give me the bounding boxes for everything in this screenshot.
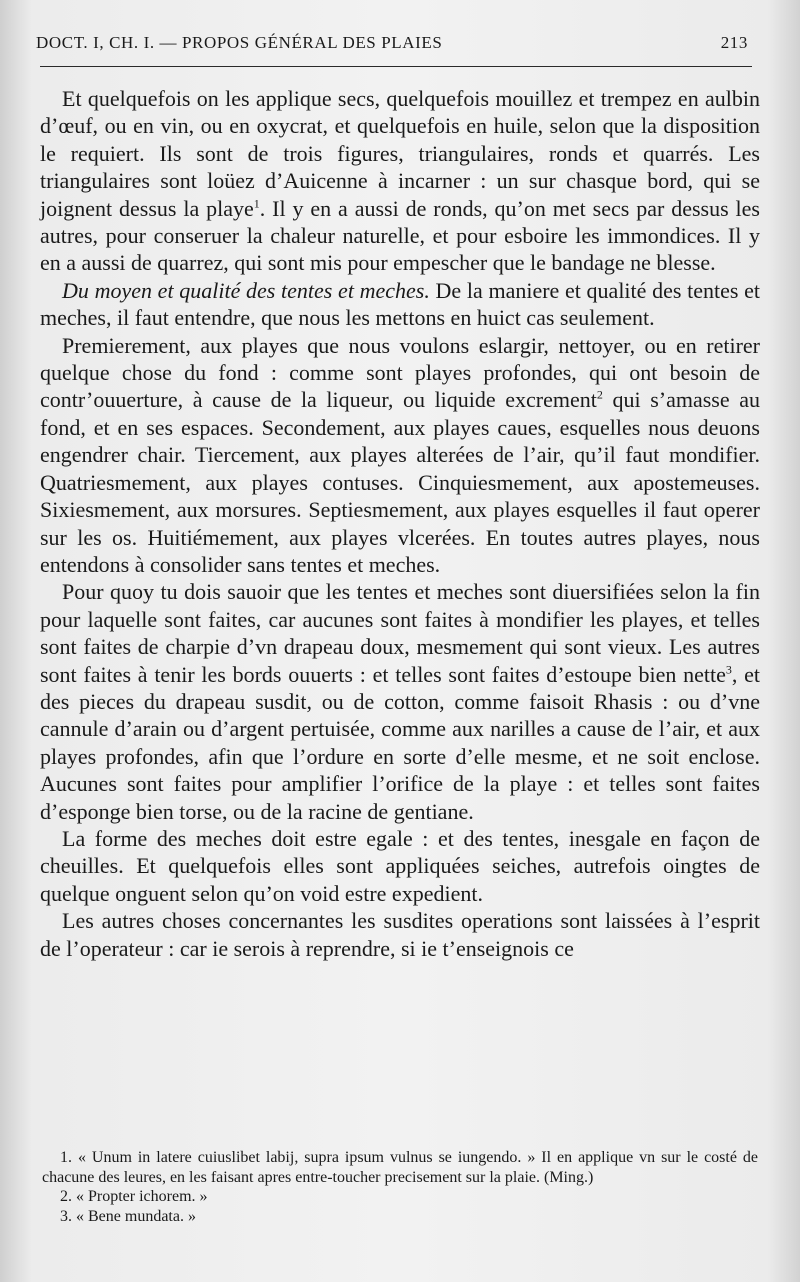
paragraph: La forme des meches doit estre egale : et des tentes, inesgale en façon de cheuilles. Et quelquefois elles sont appliquées seiches, autrefois oingtes de quelque onguent selon qu’on void estre expedient. bbox=[40, 825, 760, 906]
page-header bbox=[36, 33, 748, 61]
paragraph bbox=[40, 578, 760, 825]
page-number: 213 bbox=[720, 33, 748, 52]
footnote-marker: 3 bbox=[725, 662, 732, 677]
footnotes bbox=[42, 1148, 758, 1226]
paragraph-text: , et des pieces du drapeau susdit, ou de cotton, comme faisoit Rhasis : ou d’vne cannule d’arain ou d’argent pertuisée, comme aux narilles a cause de l’air, et aux playes profondes, afin que l’ordure en sorte d’elle mesme, et ne soit enclose. Aucunes sont faites pour amplifier l’orifice de la playe : et telles sont faites d’esponge bien torse, ou de la racine de gentiane. bbox=[40, 661, 760, 824]
header-rule bbox=[40, 66, 752, 67]
footnote: 1. « Unum in latere cuiuslibet labij, supra ipsum vulnus se iungendo. » Il en applique vn sur le costé de chacune des leures, en les faisant apres entre-toucher precisement sur la plaie. (Ming.) bbox=[42, 1149, 758, 1186]
section-heading: Du moyen et qualité des tentes et meches. bbox=[62, 277, 430, 303]
paragraph bbox=[40, 85, 760, 277]
paragraph bbox=[40, 332, 760, 579]
footnote: 3. « Bene mundata. » bbox=[60, 1207, 196, 1225]
main-text bbox=[40, 85, 760, 962]
running-title: DOCT. I, CH. I. — PROPOS GÉNÉRAL DES PLAIES bbox=[36, 33, 443, 52]
paragraph-text: De la maniere et qualité des tentes et meches, il faut entendre, que nous les mettons en huict cas seulement. bbox=[40, 277, 760, 331]
footnote-marker: 2 bbox=[596, 388, 603, 403]
paragraph-text: Et quelquefois on les applique secs, quelquefois mouillez et trempez en aulbin d’œuf, ou en vin, ou en oxycrat, et quelquefois en huile, selon que la disposition le requiert. Ils sont de trois figures, triangulaires, ronds et quarrés. Les triangulaires sont loüez d’Auicenne à incarner : un sur chasque bord, qui se joignent dessus la playe bbox=[40, 86, 760, 221]
paragraph: Les autres choses concernantes les susdites operations sont laissées à l’esprit de l’operateur : car ie serois à reprendre, si ie t’enseignois ce bbox=[40, 908, 760, 961]
paragraph-text: . Il y en a aussi de ronds, qu’on met secs par dessus les autres, pour conseruer la chaleur naturelle, et pour esboire les immondices. Il y en a aussi de quarrez, qui sont mis pour empescher que le bandage ne blesse. bbox=[40, 195, 760, 276]
paragraph-text: qui s’amasse au fond, et en ses espaces. Secondement, aux playes caues, esquelles nous deuons engendrer chair. Tiercement, aux playes alterées de l’air, qu’il faut mondifier. Quatriesmement, aux playes contuses. Cinquiesmement, aux apostemeuses. Sixiesmement, aux morsures. Septiesmement, aux playes esquelles il faut operer sur les os. Huitiémement, aux playes vlcerées. En toutes autres playes, nous entendons à consolider sans tentes et meches. bbox=[40, 387, 760, 577]
paragraph-text: Pour quoy tu dois sauoir que les tentes et meches sont diuersifiées selon la fin pour laquelle sont faites, car aucunes sont faites à mondifier les playes, et telles sont faites de charpie d’vn drapeau doux, mesmement qui sont vieux. Les autres sont faites à tenir les bords ouuerts : et telles sont faites d’estoupe bien nette bbox=[40, 579, 760, 687]
footnote: 2. « Propter ichorem. » bbox=[60, 1188, 208, 1205]
paragraph-text: Premierement, aux playes que nous voulons eslargir, nettoyer, ou en retirer quelque chose du fond : comme sont playes profondes, qui ont besoin de contr’ouuerture, à cause de la liqueur, ou liquide excrement bbox=[40, 332, 760, 413]
paragraph bbox=[40, 277, 760, 332]
footnote-marker: 1 bbox=[253, 196, 260, 211]
